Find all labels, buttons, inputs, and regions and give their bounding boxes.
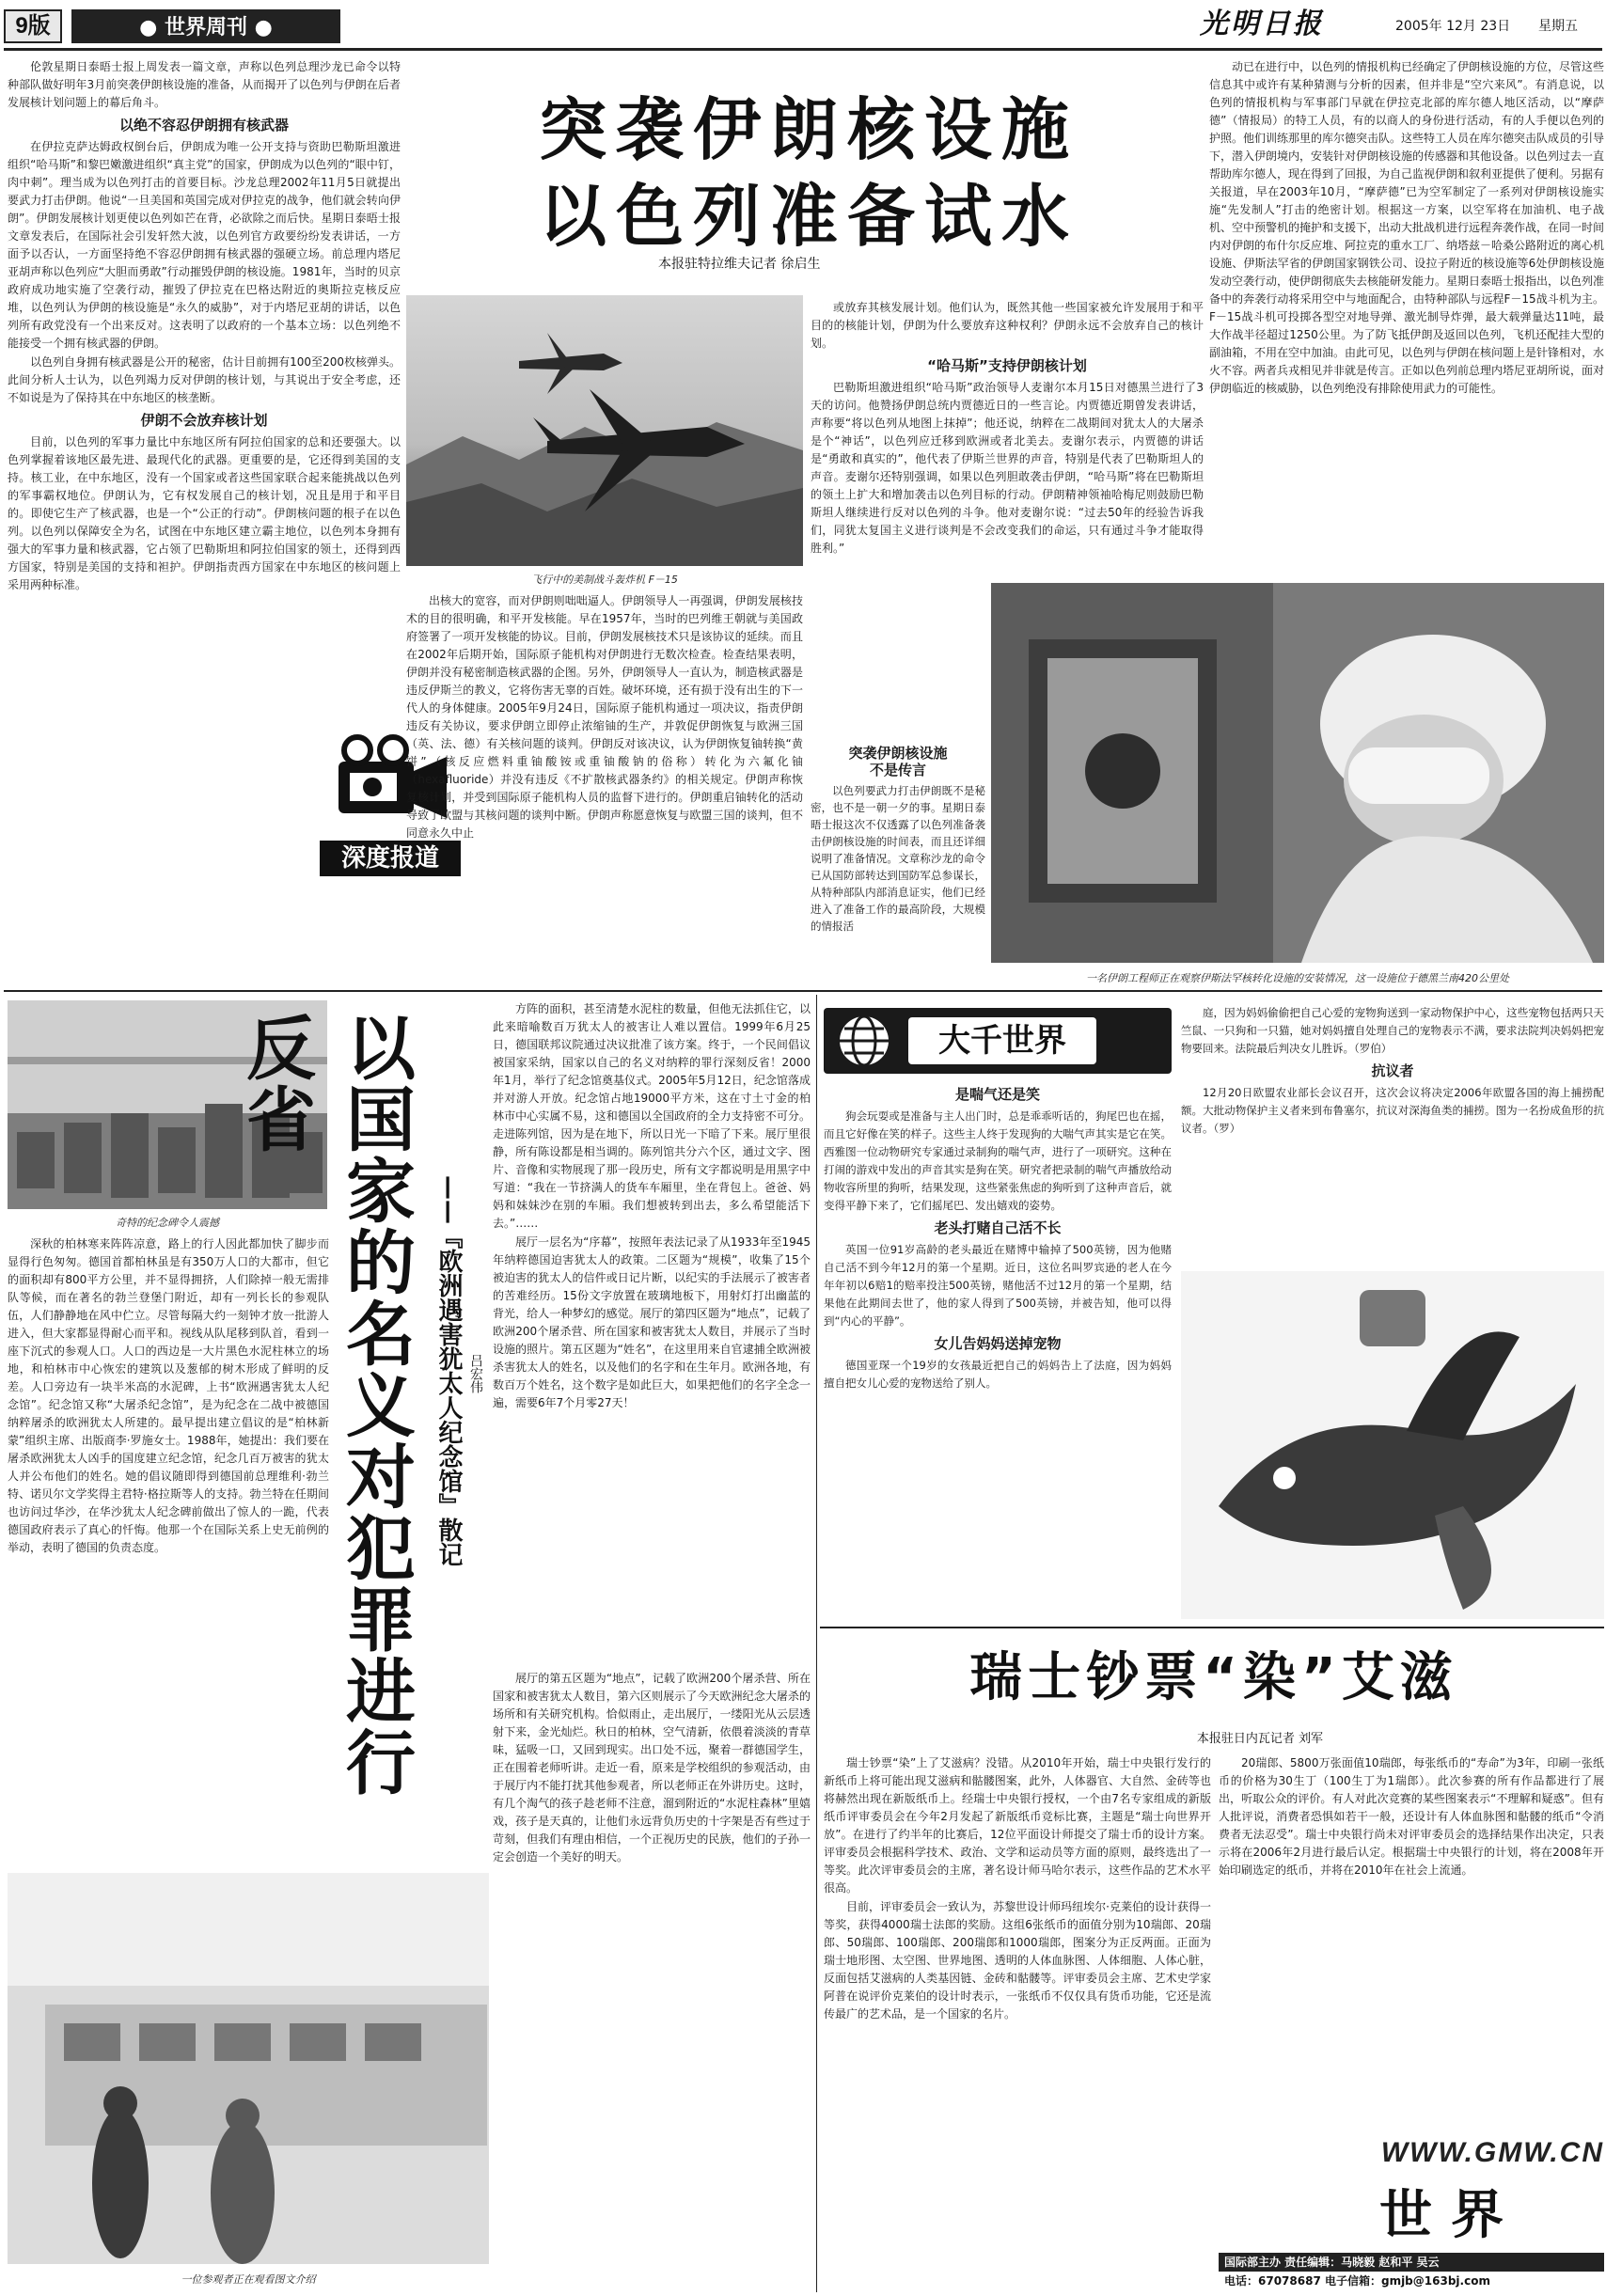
memorial-author-text: 吕宏伟 [468, 1354, 483, 1393]
divider-vertical-middle [816, 995, 817, 2292]
daqian-item2-text: 英国一位91岁高龄的老头最近在赌博中输掉了500英镑，因为他赌自己活不到今年12月的第一个星期。近日，这位名叫罗宾逊的老人在今年年初以6赔1的赔率投注500英镑，赌他活不过12月的第一个星期，结果他在此期间去世了，他的家人得到了500英镑，并被告知，他可以得到“内心的平静”。 [824, 1243, 1172, 1328]
lead-section3-text: 巴勒斯坦激进组织“哈马斯”政治领导人麦谢尔本月15日对德黑兰进行了3天的访问。他赞扬伊朗总统内贾德近日的一些言论。内贾德近期曾发表讲话，声称要“将以色列从地图上抹掉”；他还说，纳粹在二战期间对犹太人的大屠杀是个“神话”，以色列应迁移到欧洲或者北美去。麦谢尔表示，内贾德的讲话是“勇敢和真实的”，他代表了伊斯兰世界的声音，特别是代表了巴勒斯坦人的声音。麦谢尔还特别强调，如果以色列胆敢袭击伊朗，“哈马斯”将在巴勒斯坦的领土上扩大和增加袭击以色列目标的行动。伊朗精神领袖哈梅尼则鼓励巴勒斯坦人继续进行反对以色列的斗争。他对麦谢尔说：“过去50年的经验告诉我们，同犹太复国主义进行谈判是不会改变我们的命运，只有通过斗争才能取得胜利。” [811, 381, 1204, 555]
swiss-top-rule [820, 1627, 1604, 1628]
lead-column-4 [811, 587, 985, 985]
deep-report-label: 深度报道 [320, 841, 461, 876]
lead-section4-text: 以色列要武力打击伊朗既不是秘密，也不是一朝一夕的事。星期日泰晤士报这次不仅透露了以色列准备袭击伊朗核设施的时间表，而且还详细说明了准备情况。文章称沙龙的命令已从国防部转达到国防军总参谋长，从特种部队内部消息证实，他们已经进入了准备工作的最高阶段，大规模的情报活 [811, 784, 985, 933]
memorial-column-b [493, 1000, 811, 1664]
daqian-item5-text: 12月20日欧盟农业部长会议召开，这次会议将决定2006年欧盟各国的海上捕捞配额。大批动物保护主义者来到布鲁塞尔，抗议对深海鱼类的捕捞。图为一名扮成鱼形的抗议者。（罗） [1181, 1086, 1604, 1135]
website-url: WWW.GMW.CN [1380, 2137, 1604, 2168]
photo-lab [991, 583, 1604, 985]
photo-lab-caption: 一名伊朗工程师正在观察伊斯法罕核转化设施的安装情况，这一设施位于德黑兰南420公里处 [1086, 972, 1509, 984]
section-divider-middle [4, 990, 1602, 992]
photo-protester [1181, 1271, 1604, 1619]
lead-section1b-text: 以色列自身拥有核武器是公开的秘密，估计目前拥有100至200枚核弹头。此间分析人士认为，以色列竭力反对伊朗的核计划，与其说出于安全考虑，还不如说是为了保持其在中东地区的核垄断。 [8, 355, 401, 404]
lead-section1-head: 以绝不容忍伊朗拥有核武器 [118, 117, 289, 134]
header-rule [4, 48, 1602, 51]
daqian-column-2 [1181, 1004, 1604, 1267]
daqian-item5-head: 抗议者 [1371, 1062, 1414, 1079]
masthead [1200, 4, 1388, 45]
lead-column3-text: 或放弃其核发展计划。他们认为，既然其他一些国家被允许发展用于和平目的的核能计划，伊朗为什么要放弃这种权利？伊朗永远不会放弃自己的核计划。 [811, 301, 1204, 350]
memorial-title-text: 以国家的名义对犯罪进行反省 [235, 1012, 416, 1798]
lead-section2-text: 目前，以色列的军事力量比中东地区所有阿拉伯国家的总和还要强大。以色列掌握着该地区最先进、最现代化的武器。更重要的是，它还得到美国的支持。核工业，在中东地区，没有一个国家或者这些国家联合起来能挑战以色列的军事霸权地位。伊朗认为，它有权发展自己的核计划，况且是用于和平目的。即使它生产了核武器，也是一个“公正的行动”。伊朗核问题的根子在以色列。以色列以保障安全为名，试图在中东地区建立霸主地位，以色列本身拥有强大的军事力量和核武器，它占领了巴勒斯坦和阿拉伯国家的领土，还得到西方国家，特别是美国的支持和袒护。伊朗指责西方国家在中东地区的核问题上采用两种标准。 [8, 435, 401, 591]
daqian-item1-text: 狗会玩耍或是准备与主人出门时，总是乖乖听话的，狗尾巴也在摇，而且它好像在笑的样子。这些主人终于发现狗的大喘气声其实是它在笑。西雅图一位动物研究专家通过录制狗的喘气声，进行了一项研究。这种在打闹的游戏中发出的声音其实是狗在笑。研究者把录制的喘气声播放给动物收容所里的狗听，结果发现，这些紧张焦虑的狗听到了这种声音后，就变得平静下来了，它们摇尾巴、发出嬉戏的姿势。 [824, 1109, 1172, 1212]
daqian-item3-text: 德国亚琛一个19岁的女孩最近把自己的妈妈告上了法庭，因为妈妈擅自把女儿心爱的宠物送给了别人。 [824, 1359, 1172, 1390]
daqian-item4-text: 庭，因为妈妈偷偷把自己心爱的宠物狗送到一家动物保护中心，这些宠物包括两只天竺鼠、一只狗和一只猫，她对妈妈擅自处理自己的宠物表示不满，要求法院判决妈妈把宠物要回来。法院最后判决女儿胜诉。（罗伯） [1181, 1006, 1604, 1055]
daqian-item1-head: 是喘气还是笑 [954, 1086, 1040, 1103]
daqian-item3-head: 女儿告妈妈送掉宠物 [934, 1335, 1062, 1352]
lead-column-5 [1209, 58, 1604, 577]
editor-footer [1219, 2253, 1604, 2292]
photo-lab-image [991, 583, 1604, 963]
section-name: ● 世界周刊 ● [139, 16, 273, 39]
memorial-text-c: 展厅一层名为“序幕”，按照年表法记录了从1933年至1945年纳粹德国迫害犹太人的政策。二区题为“规模”，收集了15个被迫害的犹太人的信件或日记片断，以纪实的手法展示了被害者的苦难经历。15份文字放置在玻璃地板下，用射灯打出幽蓝的背光，给人一种梦幻的感觉。展厅的第四区题为“地点”，记载了欧洲200个屠杀营、所在国家和被害犹太人数目，并展示了当时设施的照片。第五区题为“姓名”，在这里用来自官逮捕全欧洲被杀害犹太人的姓名，以及他们的名字和在生年月。欧洲各地，有数百万个姓名，这个数字是如此巨大，如果把他们的名字全念一遍，需要6年7个月零27天！ [493, 1235, 811, 1409]
page-number: 9版 [15, 13, 51, 39]
lead-title-line1: 突袭伊朗核设施 [538, 90, 1079, 169]
section-big-label [1298, 2183, 1604, 2249]
photo-jets-caption: 飞行中的美制战斗轰炸机 F－15 [531, 574, 678, 586]
masthead-text: 光明日报 [1200, 8, 1324, 40]
lead-column2-text: 出核大的宽容，而对伊朗则咄咄逼人。伊朗领导人一再强调，伊朗发展核技术的目的很明确，和平开发核能。早在1957年，当时的巴列维王朝就与美国政府签署了一项开发核能的协议。目前，伊朗发展核技术只是该协议的延续。而且在2002年后期开始，国际原子能机构对伊朗进行无数次检查。检查结果表明，伊朗并没有秘密制造核武器的企图。另外，伊朗领导人一直认为，制造核武器是违反伊斯兰的教义，它将伤害无辜的百姓。破坏环境，还有损于没有出生的下一代人的身体健康。2005年9月24日，国际原子能机构通过一项决议，指责伊朗违反有关协议，要求伊朗立即停止浓缩铀的生产，并敦促伊朗恢复与欧洲三国（英、法、德）有关核问题的谈判。伊朗反对该决议，认为伊朗恢复铀转换“黄饼”（核反应燃料重铀酸铵或重铀酸钠的俗称）转化为六氟化铀（hexafluoride）并没有违反《不扩散核武器条约》的相关规定。伊朗声称恢复核计划，并受到国际原子能机构人员的监督下进行的。伊朗重启铀转化的活动导致了欧盟与其核问题的谈判中断。伊朗声称愿意恢复与欧盟三国的谈判，但不同意永久中止 [406, 594, 803, 840]
editor-line: 国际部主办 责任编辑：马晓毅 赵和平 吴云 [1219, 2253, 1604, 2272]
swiss-byline: 本报驻日内瓦记者 刘军 [1196, 1732, 1324, 1746]
memorial-text-a: 深秋的柏林寒来阵阵凉意，路上的行人因此都加快了脚步而显得行色匆匆。德国首都柏林虽是有350万人口的大都市，但它的面积却有800平方公里，并不显得拥挤，人们除掉一般无需排队等候，而在著名的勃兰登堡门附近，却有一列长长的参观队伍，人们静静地在风中伫立。尽管每隔大约一刻钟才放一批游人进入，但大家都显得耐心而平和。视线从队尾移到队首，看到一座下沉式的参观人口。人口的西边是一大片黑色水泥柱林立的场地，和柏林市中心恢宏的建筑以及葱郁的树木形成了鲜明的反差。人口旁边有一块半米高的水泥碑，上书“欧洲遇害犹太人纪念馆”。纪念馆又称“大屠杀纪念馆”，是为纪念在二战中被德国纳粹屠杀的欧洲犹太人所建的。最早提出建立倡议的是“柏林新蒙”组织主席、出版商李·罗施女士。1988年，她提出：我们要在屠杀欧洲犹太人凶手的国度建立纪念馆，纪念几百万被害的犹太人并公布他们的姓名。她的倡议随即得到德国前总理维利·勃兰特、诺贝尔文学奖得主君特·格拉斯等人的支持。勃兰特在任期间也访问过华沙，在华沙犹太人纪念碑前做出了惊人的一跪，代表德国政府表示了真心的忏悔。他那一个在国际关系上史无前例的举动，表明了德国的负责态度。 [8, 1237, 329, 1554]
lead-intro: 伦敦星期日泰晤士报上周发表一篇文章，声称以色列总理沙龙已命令以特种部队做好明年3月前突袭伊朗核设施的准备，从而揭开了以色列与伊朗在后者发展核计划问题上的幕后角斗。 [8, 60, 401, 109]
lead-section4-head: 突袭伊朗核设施 不是传言 [848, 745, 948, 778]
swiss-text-b: 目前，评审委员会一致认为，苏黎世设计师玛纽埃尔·克莱伯的设计获得一等奖，获得4000瑞士法郎的奖励。这组6张纸币的面值分别为10瑞郎、20瑞郎、50瑞郎、100瑞郎、200瑞郎和1000瑞郎，图案分为正反两面。正面为瑞士地形图、太空图、世界地图、透明的人体血脉图、人体细胞、人体心脏，反面包括艾滋病的人类基因链、金砖和骷髅等。评审委员会主席、艺术史学家阿普在说评价克莱伯的设计时表示，一张纸币不仅仅具有货币功能，它还是流传最广的艺术品，是一个国家的名片。 [824, 1900, 1211, 2021]
section-name-box [71, 9, 340, 43]
swiss-text-a: 瑞士钞票“染”上了艾滋病？没错。从2010年开始，瑞士中央银行发行的新纸币上将可能出现艾滋病和骷髅图案，此外，人体器官、大自然、金砖等也将赫然出现在新版纸币上。经瑞士中央银行授权，一个由7名专家组成的新版纸币评审委员会在今年2月发起了新版纸币竞标比赛，主题是“瑞士向世界开放”。在进行了约半年的比赛后，12位平面设计师提交了瑞士币的设计方案。评审委员会根据科学技术、政治、文学和运动员等方面的原则，最终选出了一等奖。此次评审委员会的主席，著名设计师马哈尔表示，这些作品的艺术水平很高。 [824, 1756, 1211, 1895]
daqian-column-1 [824, 1081, 1172, 1627]
memorial-text-b: 方阵的面积，甚至清楚水泥柱的数量，但他无法抓住它，以此来暗喻数百万犹太人的被害让人难以置信。1999年6月25日，德国联邦议院通过决议批准了该方案。终于，一个民间倡议被国家采纳，国家以自己的名义对纳粹的罪行深刻反省！2000年1月，举行了纪念馆奠基仪式。2005年5月12日，纪念馆落成并对游人开放。纪念馆占地19000平方米，这在寸土寸金的柏林市中心实属不易，这和德国以全国政府的全力支持密不可分。走进陈列馆，因为是在地下，所以日光一下暗了下来。展厅里很静，所有陈设都是相当调的。陈列馆共分六个区，通过文字、图片、音像和实物展现了那一段历史，所有文字都说明是用黑字中写道：“我在一节挤满人的货车车厢里，坐在背包上。爸爸、妈妈和妹妹沙在别的车厢。我们想被转到出去，多么希望能活下去。”…… [493, 1002, 811, 1230]
daqian-item2-head: 老头打赌自己活不长 [934, 1219, 1062, 1236]
swiss-title-text: 瑞士钞票“染”艾滋 [969, 1647, 1458, 1708]
photo-jets [406, 295, 803, 585]
lead-section1-text: 在伊拉克萨达姆政权倒台后，伊朗成为唯一公开支持与资助巴勒斯坦激进组织“哈马斯”和黎巴嫩激进组织“真主党”的国家，伊朗成为以色列的“眼中钉，肉中刺”。理当成为以色列打击的首要目标。沙龙总理2002年11月5日就提出要武力打击伊朗。他说“一旦美国和英国完成对伊拉克的战争，他们就会转向伊朗”。伊朗发展核计划更使以色列如芒在背，必欲除之而后快。星期日泰晤士报文章发表后，在国际社会引发轩然大波，以色列官方政要纷纷发表讲话，一方面予以否认，一方面坚持绝不容忍伊朗拥有核武器的强硬立场。前总理内塔尼亚胡声称以色列应“大胆而勇敢”行动摧毁伊朗的核设施。1981年，当时的贝京政府成功地实施了空袭行动，摧毁了伊拉克在巴格达附近的奥斯拉克核反应堆，以色列认为伊朗的核设施是“永久的威胁”，对于内塔尼亚胡的讲话，以色列所有政党没有一个出来反对。这表明了以政府的一个基本立场：以色列绝不能接受一个拥有核武器的伊朗。 [8, 140, 401, 350]
globe-icon [831, 1008, 897, 1074]
memorial-title [235, 1012, 425, 1867]
memorial-photo1-caption: 奇特的纪念碑令人震撼 [116, 1217, 219, 1229]
lead-column5-text: 动已在进行中，以色列的情报机构已经确定了伊朗核设施的方位，尽管这些信息其中或许有某种猜测与分析的因素，但并非是“空穴来风”。有消息说，以色列的情报机构与军事部门早就在伊拉克北部的库尔德人地区活动，以“摩萨德”（情报局）的特工人员，有的以商人的身份进行活动，有的人手便以色列的护照。他们训练那里的库尔德突击队。这些特工人员在库尔德突击队成员的引导下，潜入伊朗境内，安装针对伊朗核设施的传感器和其他设备。以色列过去一直帮助库尔德人，现在得到了回报，为自己监视伊朗和叙利亚提供了便利。另据有关报道，早在2003年10月，“摩萨德”已为空军制定了一系列对伊朗核设施实施“先发制人”打击的绝密计划。根据这一方案，以空军将在加油机、电子战机、空中预警机的掩护和支援下，出动大批战机进行远程奔袭作战，在同一时间内对伊朗的布什尔反应堆、阿拉克的重水工厂、纳塔兹－哈桑公路附近的离心机设施、伊斯法罕省的伊朗国家钢铁公司、设拉子附近的核设施等6处伊朗核设施发动空袭行动，使伊朗彻底失去核能研发能力。星期日泰晤士报指出，以色列准备中的奔袭行动将采用空中与地面配合，由特种部队与远程F－15战斗机为主。F－15战斗机可投掷各型空对地导弹、激光制导炸弹，最大载弹量达11吨，最大作战半径超过1250公里。为了防飞抵伊朗及返回以色列，飞机还配挂大型的副油箱，不用在空中加油。由此可见，以色列与伊朗在核问题上是针锋相对，水火不容。两者兵戎相见并非就是传言。正如以色列前总理内塔尼亚胡所说，面对伊朗临近的核威胁，以色列绝没有排除使用武力的可能性。 [1209, 60, 1605, 395]
lead-column-2 [406, 592, 803, 985]
memorial-column-a [8, 1235, 329, 1865]
swiss-title [824, 1640, 1604, 1717]
lead-column-3 [811, 299, 1204, 587]
photo-jets-image [406, 295, 803, 566]
memorial-photo2-caption: 一位参观者正在观看图文介绍 [181, 2273, 316, 2286]
swiss-column-2 [1219, 1754, 1604, 2121]
lead-title-line2: 以色列准备试水 [538, 177, 1079, 256]
memorial-column-c [493, 1670, 811, 2287]
fish-costume-image [1181, 1271, 1604, 1619]
daqian-banner [824, 1008, 1172, 1074]
lead-title [414, 86, 1204, 265]
lead-byline: 本报驻特拉维夫记者 徐启生 [658, 257, 821, 272]
memorial-text-d: 展厅的第五区题为“地点”，记载了欧洲200个屠杀营、所在国家和被害犹太人数目，第六区则展示了今天欧洲纪念大屠杀的场所和有关研究机构。恰似雨止，走出展厅，一缕阳光从云层透射下来，金光灿烂。秋日的柏林，空气清新，依偎着淡淡的青草味，猛吸一口，又回到现实。出口处不远，聚着一群德国学生，正在围着老师听讲。走近一看，原来是学校组织的参观活动，由于展厅内不能打扰其他参观者，所以老师正在外讲历史。这时，有几个淘气的孩子趁老师不注意，溜到附近的“水泥柱森林”里嬉戏，孩子是天真的，让他们永远背负历史的十字架是否有些过于苛刻，但我们有理由相信，一个正视历史的民族，他们的子孙一定会创造一个美好的明天。 [493, 1672, 811, 1864]
memorial-photo-2-image [8, 1873, 489, 2264]
swiss-text-c: 20瑞郎、5800万张面值10瑞郎，每张纸币的“寿命”为3年，印刷一张纸币的价格为30生丁（100生丁为1瑞郎）。此次参赛的所有作品都进行了展出，听取公众的评价。有人对此次竞赛的某些图案表示“不理解和疑惑”。但有人批评说，消费者恐惧如若干一般，还设计有人体血脉图和骷髅的纸币“令消费者无法忍受”。瑞士中央银行尚未对评审委员会的选择结果作出决定，只表示将在2006年2月进行最后认定。根据瑞士中央银行的计划，将在2008年开始印刷选定的纸币，并将在2010年在社会上流通。 [1219, 1756, 1604, 1877]
issue-date: 2005年 12月 23日 [1395, 19, 1511, 34]
section-big-text: 世界 [1379, 2185, 1522, 2246]
website-banner [1298, 2125, 1604, 2183]
memorial-subtitle-text: ——『欧洲遇害犹太人纪念馆』散记 [434, 1175, 463, 1566]
memorial-photo-2 [8, 1873, 489, 2287]
lead-section2-head: 伊朗不会放弃核计划 [140, 412, 268, 429]
lead-section3-head: “哈马斯”支持伊朗核计划 [927, 357, 1087, 374]
issue-weekday: 星期五 [1538, 19, 1578, 34]
daqian-label: 大千世界 [908, 1017, 1096, 1064]
swiss-column-1 [824, 1754, 1211, 2290]
memorial-author [461, 1354, 485, 1467]
contact-line: 电话：67078687 电子信箱：gmjb@163bj.com [1224, 2274, 1490, 2288]
page-number-box [4, 9, 62, 43]
